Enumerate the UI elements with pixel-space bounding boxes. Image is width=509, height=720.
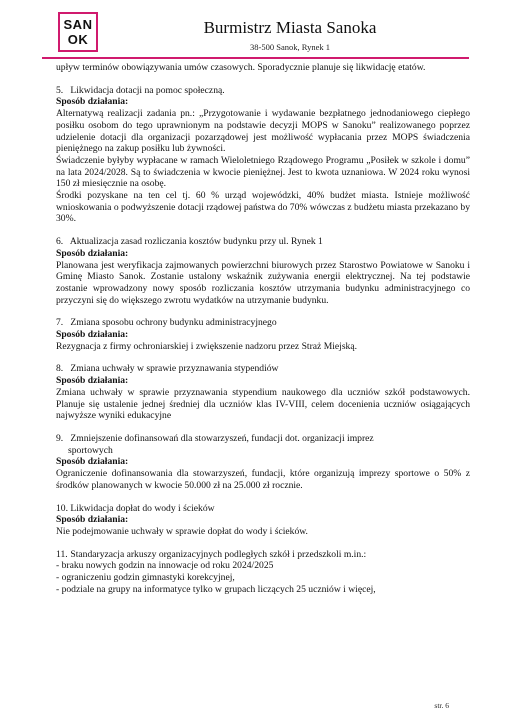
section-heading: 11. Standaryzacja arkuszy organizacyjnych podległych szkół i przedszkoli m.in.:	[56, 548, 367, 560]
section-heading: 9. Zmniejszenie dofinansowań dla stowarzyszeń, fundacji dot. organizacji imprez	[56, 432, 374, 444]
section-8	[56, 363, 470, 422]
section-paragraph: Rezygnacja z firmy ochroniarskiej i zwiększenie nadzoru przez Straż Miejską.	[56, 340, 358, 352]
section-6	[56, 236, 470, 306]
list-item: - podziale na grupy na informatyce tylko w grupach liczących 25 uczniów i więcej,	[56, 583, 376, 595]
section-paragraph: Środki pozyskane na ten cel tj. 60 % urząd wojewódzki, 40% budżet miasta. Istnieje możliwość wnioskowania o podwyższenie dotacji rządowej państwa do 70% wówczas z budżetu miasta przekazano by 30%.	[56, 190, 470, 225]
logo-text-line1: SAN	[63, 17, 93, 32]
page-header	[0, 0, 509, 60]
action-label: Sposób działania:	[56, 514, 129, 526]
section-paragraph: Zmiana uchwały w sprawie przyznawania stypendium naukowego dla uczniów szkół podstawowych. Planuje się ustalenie jednej średniej dla uczniów klas IV-VIII, celem docenienia uczniów osiągających najwyższe wyniki edukacyjne	[56, 386, 470, 422]
section-heading: 10. Likwidacja dopłat do wody i ścieków	[56, 502, 215, 514]
intro-paragraph: upływ terminów obowiązywania umów czasowych. Sporadycznie planuje się likwidację etatów.	[56, 62, 426, 73]
section-7	[56, 317, 470, 352]
section-9	[56, 433, 470, 492]
section-10	[56, 503, 470, 538]
section-11	[56, 549, 470, 596]
action-label: Sposób działania:	[56, 375, 129, 387]
section-heading: 8. Zmiana uchwały w sprawie przyznawania stypendiów	[56, 363, 279, 375]
section-paragraph: Alternatywą realizacji zadania pn.: „Przygotowanie i wydawanie bezpłatnego jednodaniowego ciepłego posiłku osobom do tego uprawnionym na podstawie decyzji MOPS w Sanoku” realizowanego poprzez udzielenie dotacji dla organizacji pozarządowej jest możliwość wypłacania przez MOPS świadczenia pieniężnego na zakup posiłku lub żywności.	[56, 108, 470, 155]
document-body	[56, 62, 470, 595]
section-paragraph: Nie podejmowanie uchwały w sprawie dopłat do wody i ścieków.	[56, 525, 308, 537]
action-label: Sposób działania:	[56, 96, 129, 108]
action-label: Sposób działania:	[56, 456, 129, 468]
header-divider	[42, 57, 469, 59]
action-label: Sposób działania:	[56, 247, 129, 259]
list-item: - ograniczeniu godzin gimnastyki korekcyjnej,	[56, 572, 235, 584]
section-paragraph: Świadczenie byłyby wypłacane w ramach Wieloletniego Rządowego Programu „Posiłek w szkole i domu” na lata 2024/2028. Są to świadczenia w kwocie pieniężnej. Jest to kwota uznaniowa. W 2024 roku wynosi 150 zł miesięcznie na osobę.	[56, 154, 470, 190]
section-paragraph: Planowana jest weryfikacja zajmowanych powierzchni biurowych przez Starostwo Powiatowe w Sanoku i Gminę Miasto Sanok. Zostanie ustalony wskaźnik zużywania energii elektrycznej. Na tej podstawie zostanie wprowadzony nowy sposób rozliczania kosztów utrzymania budynku administracyjnego co przyczyni się do większego zwrotu wydatków na utrzymanie budynku.	[56, 259, 470, 306]
section-heading: 7. Zmiana sposobu ochrony budynku administracyjnego	[56, 317, 277, 329]
section-heading-continuation: sportowych	[68, 444, 113, 456]
section-5	[56, 85, 470, 225]
office-address: 38-500 Sanok, Rynek 1	[250, 42, 330, 52]
section-paragraph: Ograniczenie dofinansowania dla stowarzyszeń, fundacji, które organizują imprezy sportowe o 50% z środków planowanych w kwocie 50.000 zł na 25.000 zł rocznie.	[56, 468, 470, 491]
section-heading: 6. Aktualizacja zasad rozliczania kosztów budynku przy ul. Rynek 1	[56, 236, 323, 248]
sanok-logo	[58, 12, 98, 52]
action-label: Sposób działania:	[56, 329, 129, 341]
office-title: Burmistrz Miasta Sanoka	[203, 18, 377, 37]
logo-text-line2: OK	[67, 32, 89, 47]
page-number: str. 6	[434, 701, 449, 710]
section-heading: 5. Likwidacja dotacji na pomoc społeczną.	[56, 84, 225, 96]
list-item: - braku nowych godzin na innowacje od roku 2024/2025	[56, 560, 274, 572]
